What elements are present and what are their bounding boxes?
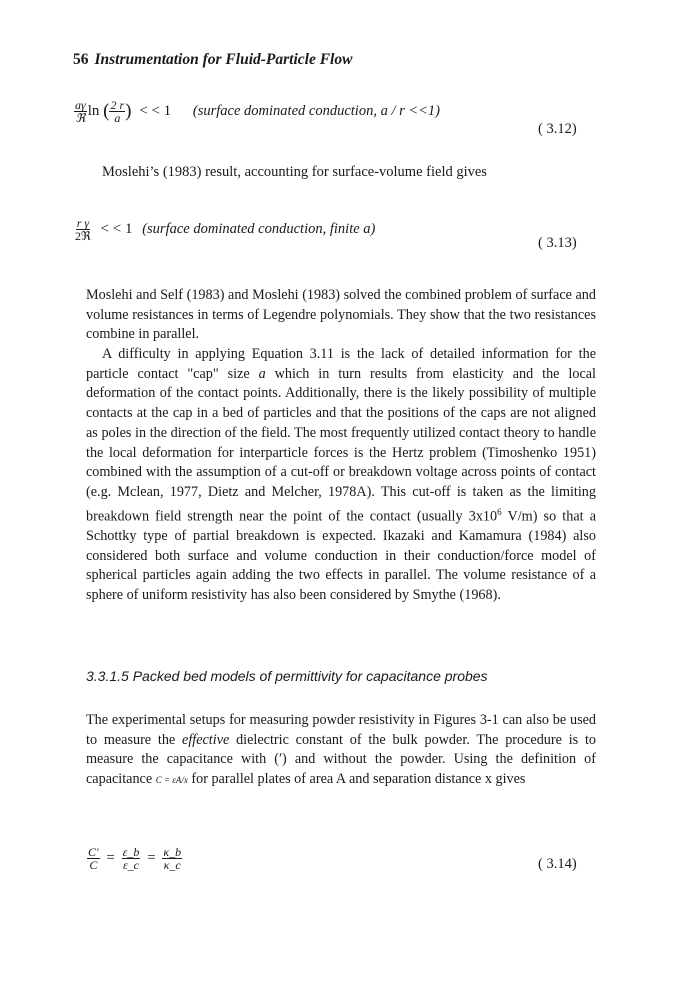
eq-3-14-equals-2: = [147, 849, 156, 866]
left-paren: ( [103, 100, 110, 122]
section-heading: 3.3.1.5 Packed bed models of permittivity for capacitance probes [86, 668, 488, 684]
eq-3-12-arg-den: a [114, 111, 121, 125]
eq-3-13-lhs-den: 2ℜ [75, 229, 91, 243]
eq-3-14-number: ( 3.14) [538, 856, 577, 872]
eq-3-13-number: ( 3.13) [538, 235, 577, 251]
eq-3-12-arg-fraction [109, 99, 125, 124]
eq-3-12-arg-num: 2 r [110, 98, 125, 112]
eq-3-12-ln: ln [87, 102, 100, 119]
page-number: 56 [73, 51, 89, 68]
eq-3-14-frac1-den: C [89, 858, 98, 872]
running-header [73, 51, 352, 69]
eq-3-14-frac3-num: κ_b [163, 845, 182, 859]
para2-exponent: 6 [497, 506, 502, 517]
para3-part1: The experimental setups for measuring powder resistivity in Figures 3-1 can also be used to measure the [86, 712, 596, 748]
para2-part2: which in turn results from elasticity and the local deformation of the contact points. Additionally, there is the likely possibility of multiple contacts at the cap in a bed of particles and that the positions of the caps are not aligned as poles in the direction of the field. The most frequently utilized contact theory to handle the local deformation for interparticle forces is the Hertz problem (Timoshenko 1951) combined with the assumption of a cut-off or breakdown voltage across points of contact (e.g. Mclean, 1977, Dietz and Melcher, 1978A). This cut-off is taken as the limiting breakdown field strength near the point of the contact (usually 3x10 [86, 365, 596, 525]
eq-3-12-number: ( 3.12) [538, 121, 577, 137]
eq-3-14-frac3-den: κ_c [163, 858, 181, 872]
right-paren: ) [125, 100, 132, 122]
para2-part3: V/m) so that a Schottky type of partial breakdown is expected. Ikazaki and Kamamura (1984) also considered both surface and volume conduction in their conduction/force model of spherical particles again adding the two effects in parallel. The volume resistance of a sphere of uniform resistivity has also been considered by Smythe (1968). [86, 508, 596, 604]
para3-part2: dielectric constant of the bulk powder. The procedure is to measure the capacitance with (′) and without the powder. Using the definition of capacitance [86, 731, 596, 788]
eq-3-14-frac2-num: ε_b [122, 845, 140, 859]
book-title: Instrumentation for Fluid-Particle Flow [94, 51, 353, 68]
paragraph-1: Moslehi and Self (1983) and Moslehi (1983) solved the combined problem of surface and volume resistances in terms of Legendre polynomials. They show that the two resistances combine in parallel. [86, 287, 596, 343]
eq-3-12-relation: < < 1 [139, 102, 172, 119]
para3-formula: C = εA/x [155, 775, 188, 786]
eq-3-14-equals-1: = [106, 849, 115, 866]
text-moslehi-result: Moslehi’s (1983) result, accounting for surface-volume field gives [102, 164, 487, 180]
eq-3-12-lhs-num: aγ [75, 98, 86, 112]
paragraph-2 [86, 345, 596, 606]
equation-3-12 [73, 99, 440, 124]
eq-3-14-frac3 [162, 846, 182, 871]
paragraph-3 [86, 711, 596, 791]
para3-part3: for parallel plates of area A and separation distance x gives [187, 771, 526, 788]
eq-3-12-condition: (surface dominated conduction, a / r <<1) [192, 102, 441, 119]
para3-effective: effective [182, 731, 230, 748]
para2-part1: A difficulty in applying Equation 3.11 is the lack of detailed information for the particle contact "cap" size [86, 346, 596, 382]
eq-3-14-frac2 [122, 846, 141, 871]
eq-3-14-frac2-den: ε_c [122, 858, 139, 872]
eq-3-13-relation: < < 1 [100, 220, 133, 237]
eq-3-12-lhs-fraction [74, 99, 87, 124]
eq-3-14-frac1 [87, 846, 100, 871]
eq-3-14-frac1-num: C′ [88, 845, 99, 859]
equation-3-13 [73, 217, 375, 242]
equation-3-14 [86, 846, 183, 871]
eq-3-13-lhs-fraction [74, 217, 92, 242]
para2-var-a: a [258, 365, 266, 382]
eq-3-12-lhs-den: ℜ [75, 111, 86, 125]
eq-3-13-lhs-num: r γ [76, 216, 90, 230]
eq-3-13-condition: (surface dominated conduction, finite a) [142, 220, 376, 237]
